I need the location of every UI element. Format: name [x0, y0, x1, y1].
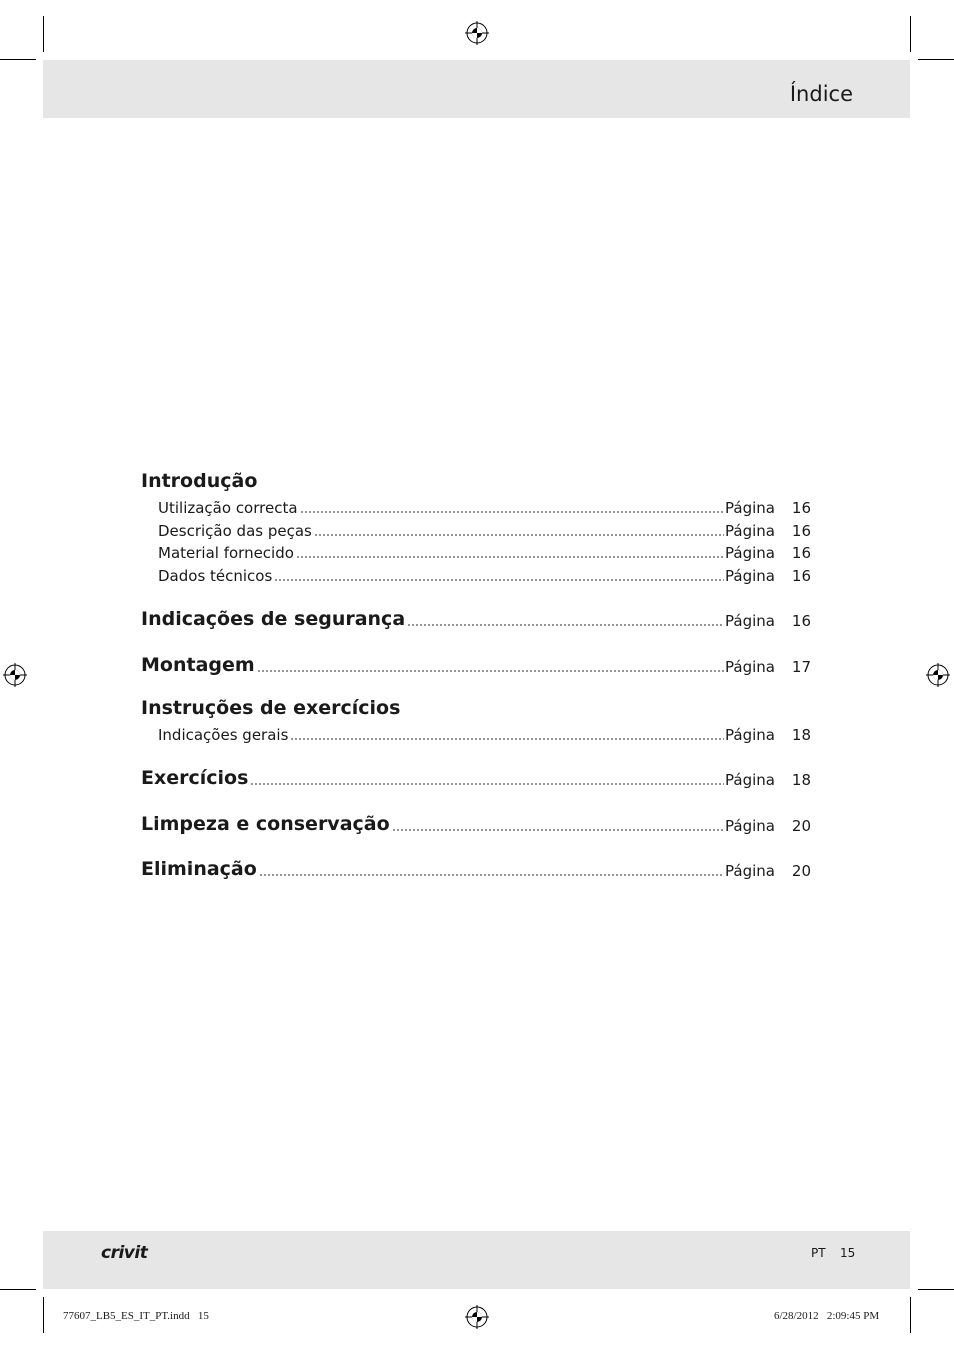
footer-band: [43, 1231, 910, 1289]
toc-section-exercicios: Exercícios: [141, 767, 249, 789]
leader-dots: [290, 738, 724, 740]
leader-dots: [274, 579, 724, 581]
page-number: 16: [791, 544, 811, 562]
page-word: Página: [725, 771, 775, 789]
crop-mark: [918, 1289, 954, 1290]
page-word: Página: [725, 522, 775, 540]
toc-entry-label: Dados técnicos: [158, 567, 273, 585]
crop-mark: [0, 59, 36, 60]
page-word: Página: [725, 612, 775, 630]
page-number: 16: [791, 522, 811, 540]
page-word: Página: [725, 658, 775, 676]
toc-entry-label: Utilização correcta: [158, 499, 298, 517]
toc-entry[interactable]: [158, 564, 811, 584]
page-number: 16: [791, 612, 811, 630]
page-number: 18: [791, 726, 811, 744]
toc-section-montagem: Montagem: [141, 654, 255, 676]
toc-section-instrucoes: Instruções de exercícios: [141, 697, 401, 719]
registration-mark-icon: [465, 21, 489, 45]
brand-logo: crivit: [101, 1243, 148, 1263]
page-title: Índice: [789, 82, 853, 106]
toc-entry[interactable]: [158, 723, 811, 743]
leader-dots: [314, 534, 724, 536]
page-word: Página: [725, 817, 775, 835]
toc-entry[interactable]: [141, 814, 811, 834]
page-word: Página: [725, 567, 775, 585]
toc-entry-label: Material fornecido: [158, 544, 294, 562]
leader-dots: [300, 511, 724, 513]
toc-section-introducao: Introdução: [141, 470, 258, 492]
header-band: [43, 60, 910, 118]
crop-mark: [0, 1289, 36, 1290]
crop-mark: [910, 1297, 911, 1333]
toc-entry[interactable]: [141, 609, 811, 629]
toc-entry[interactable]: [158, 496, 811, 516]
leader-dots: [250, 783, 724, 785]
page-word: Página: [725, 862, 775, 880]
print-slug-timestamp: 6/28/2012 2:09:45 PM: [774, 1310, 880, 1322]
toc-entry-label: Indicações gerais: [158, 726, 289, 744]
leader-dots: [296, 556, 724, 558]
page-number: 20: [791, 862, 811, 880]
leader-dots: [257, 670, 724, 672]
toc-entry[interactable]: [141, 655, 811, 675]
language-code: PT: [811, 1246, 826, 1260]
toc-section-indicacoes: Indicações de segurança: [141, 608, 406, 630]
registration-mark-icon: [926, 663, 950, 687]
registration-mark-icon: [3, 663, 27, 687]
page-word: Página: [725, 499, 775, 517]
page-number-footer: 15: [840, 1246, 856, 1260]
page-word: Página: [725, 544, 775, 562]
registration-mark-icon: [465, 1305, 489, 1329]
page-word: Página: [725, 726, 775, 744]
leader-dots: [259, 874, 724, 876]
print-slug-file: 77607_LB5_ES_IT_PT.indd 15: [63, 1310, 209, 1322]
crop-mark: [43, 1297, 44, 1333]
crop-mark: [43, 16, 44, 52]
page-number: 16: [791, 499, 811, 517]
crop-mark: [910, 16, 911, 52]
toc-entry[interactable]: [141, 859, 811, 879]
page-number: 16: [791, 567, 811, 585]
crop-mark: [918, 59, 954, 60]
toc-entry-label: Descrição das peças: [158, 522, 312, 540]
leader-dots: [392, 829, 724, 831]
page-number: 18: [791, 771, 811, 789]
toc-entry[interactable]: [158, 519, 811, 539]
page-number: 17: [791, 658, 811, 676]
toc-entry[interactable]: [141, 768, 811, 788]
toc-section-limpeza: Limpeza e conservação: [141, 813, 390, 835]
page-number: 20: [791, 817, 811, 835]
toc-entry[interactable]: [158, 541, 811, 561]
toc-section-eliminacao: Eliminação: [141, 858, 257, 880]
leader-dots: [407, 624, 724, 626]
